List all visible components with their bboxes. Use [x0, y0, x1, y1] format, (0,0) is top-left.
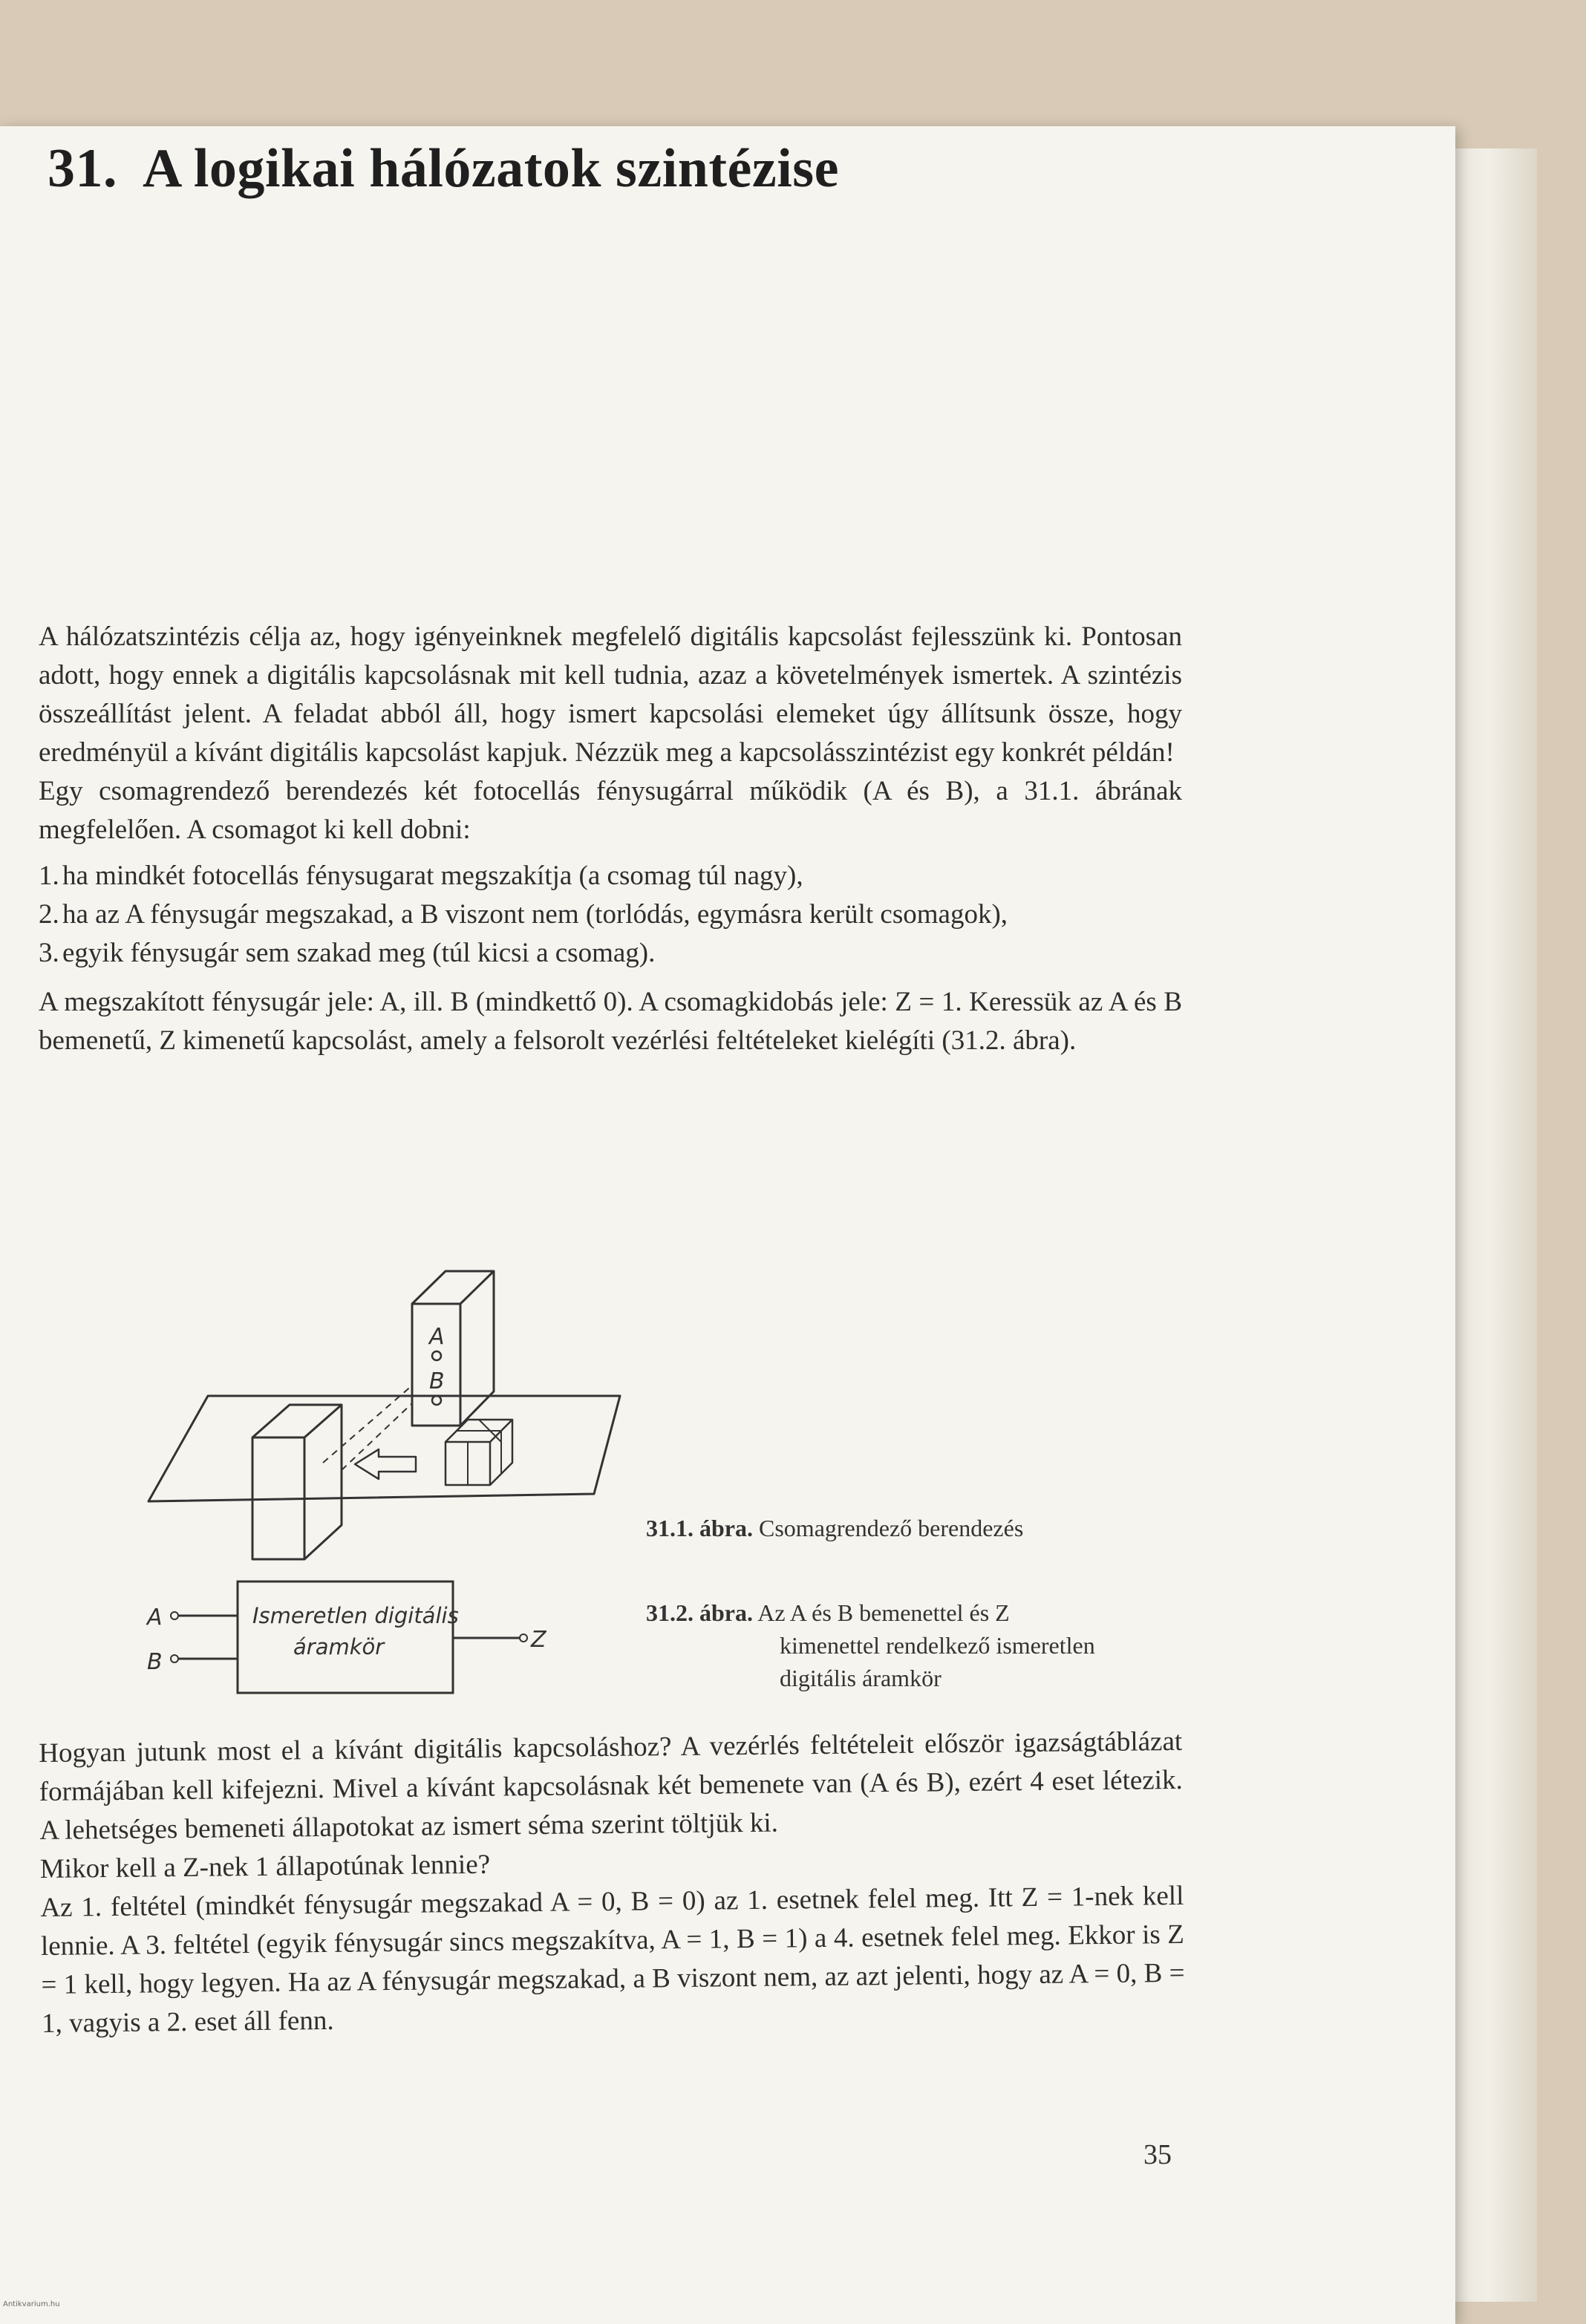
circuit-box-line-1: Ismeretlen digitális [252, 1603, 459, 1628]
body-section [39, 1723, 1185, 2043]
figure-package-sorter [134, 1218, 653, 1567]
condition-number: 1. [39, 861, 59, 891]
beam-label-b: B [429, 1368, 445, 1394]
condition-text: ha mindkét fotocellás fénysugarat megszakítja (a csomag túl nagy), [62, 861, 803, 891]
figure2-caption-line-2: kimenettel rendelkező ismeretlen [780, 1632, 1095, 1659]
page-number: 35 [1143, 2139, 1172, 2170]
body-paragraph-2: Mikor kell a Z-nek 1 állapotúnak lennie? [39, 1849, 491, 1884]
signals-paragraph: A megszakított fénysugár jele: A, ill. B (mindkettő 0). A csomagkidobás jele: Z = 1. Keressük az A és B bemenetű, Z kimenetű kapcsolást, amely a felsorolt vezérlési feltételeket kielégíti (31.2. ábra). [39, 987, 1182, 1056]
intro-section [39, 618, 1182, 1060]
intro-paragraph-1: A hálózatszintézis célja az, hogy igényeinknek megfelelő digitális kapcsolást fejlesszünk ki. Pontosan adott, hogy ennek a digitális kapcsolásnak mit kell tudnia, azaz a követelmények ismertek. A szintézis összeállítást jelent. A feladat abból áll, hogy ismert kapcsolási elemeket úgy állítsunk össze, hogy eredményül a kívánt digitális kapcsolást kapjuk. Nézzük meg a kapcsolásszintézist egy konkrét példán! [39, 621, 1182, 768]
figure1-caption-text: Csomagrendező berendezés [759, 1515, 1024, 1541]
condition-number: 3. [39, 938, 59, 968]
figure2-caption-number: 31.2. ábra. [646, 1599, 753, 1626]
figure1-caption [646, 1512, 1023, 1544]
body-paragraph-3: Az 1. feltétel (mindkét fénysugár megszakad A = 0, B = 0) az 1. esetnek felel meg. Itt Z = 1-nek kell lennie. A 3. feltétel (egyik fénysugár sincs megszakítva, A = 1, B = 1) a 4. esetnek felel meg. Ekkor is Z = 1 kell, hogy legyen. Ha az A fénysugár megszakad, a B viszont nem, az azt jelenti, hogy az A = 0, B = 1, vagyis a 2. eset áll fenn. [40, 1880, 1185, 2039]
condition-1 [39, 857, 1182, 895]
condition-3 [39, 934, 1182, 973]
beam-label-a: A [429, 1324, 445, 1350]
chapter-title: A logikai hálózatok szintézise [143, 138, 839, 199]
chapter-heading [48, 137, 839, 200]
figure-unknown-circuit [134, 1567, 564, 1708]
circuit-box-line-2: áramkör [293, 1634, 385, 1659]
output-label-z: Z [531, 1627, 546, 1653]
condition-text: egyik fénysugár sem szakad meg (túl kicsi a csomag). [62, 938, 656, 968]
input-label-a: A [147, 1605, 163, 1631]
condition-text: ha az A fénysugár megszakad, a B viszont nem (torlódás, egymásra került csomagok), [62, 899, 1008, 930]
figure2-caption-line-1: Az A és B bemenettel és Z [757, 1599, 1010, 1626]
condition-2 [39, 895, 1182, 934]
figure2-caption [646, 1596, 1095, 1694]
figure1-caption-number: 31.1. ábra. [646, 1515, 753, 1541]
figure2-caption-line-3: digitális áramkör [780, 1665, 942, 1691]
watermark: Antikvarium.hu [3, 2300, 60, 2308]
page-edge [1455, 148, 1537, 2302]
chapter-number: 31. [48, 138, 117, 199]
intro-paragraph-2: Egy csomagrendező berendezés két fotocellás fénysugárral működik (A és B), a 31.1. ábrának megfelelően. A csomagot ki kell dobni: [39, 776, 1182, 845]
body-paragraph-1: Hogyan jutunk most el a kívánt digitális kapcsoláshoz? A vezérlés feltételeit először igazságtáblázat formájában kell kifejezni. Mivel a kívánt kapcsolásnak két bemenete van (A és B), ezért 4 eset létezik. A lehetséges bemeneti állapotokat az ismert séma szerint töltjük ki. [39, 1726, 1183, 1846]
condition-number: 2. [39, 899, 59, 930]
input-label-b: B [147, 1649, 163, 1675]
